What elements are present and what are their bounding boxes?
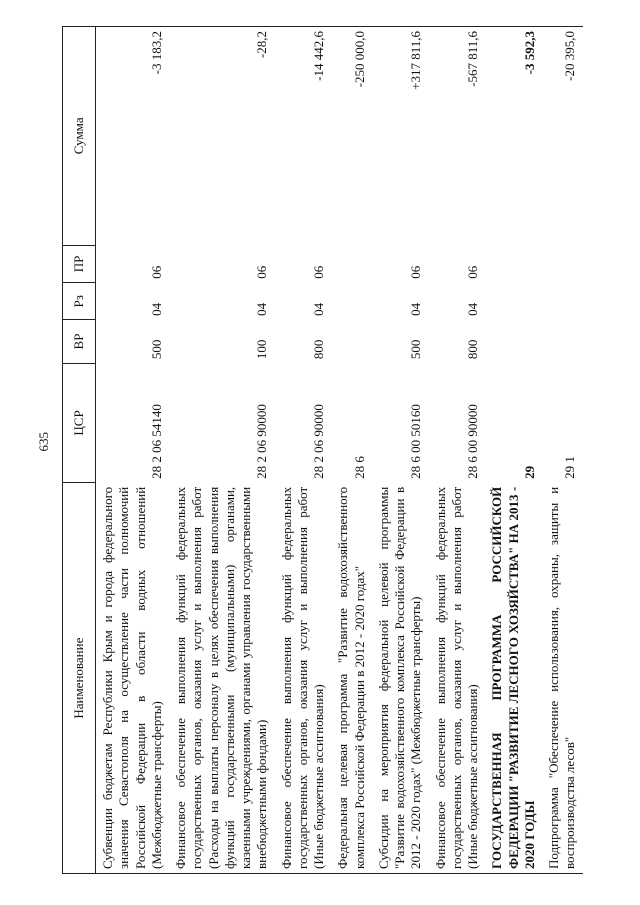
page-number: 635 [36,432,51,452]
cell-csr: 28 6 [351,456,367,479]
table-body [96,27,583,874]
cell-csr: 28 2 06 90000 [311,404,326,479]
cell-rz: 04 [311,302,326,316]
cell-name: Финансовое обеспечение выполнения функций федеральных государственных органов, оказания услуг и выполнения работ (Иные бюджетные ассигнования) [275,483,332,874]
header-rz: Рз [63,283,96,320]
cell-csr: 28 2 06 54140 [148,404,164,479]
cell-name: Финансовое обеспечение выполнения функций федеральных государственных органов, оказания услуг и выполнения работ (Иные бюджетные ассигнования) [429,483,486,874]
table-row [331,27,372,874]
header-vr: ВР [63,320,96,363]
cell-rz [542,283,583,320]
cell-vr [542,320,583,363]
table-header-row [63,27,96,874]
cell-vr [485,320,542,363]
cell-vr: 500 [408,339,424,360]
header-sum: Сумма [63,27,96,246]
table-row [169,27,275,874]
cell-sum: -28,2 [169,27,275,246]
cell-rz [485,283,542,320]
cell-name: Финансовое обеспечение выполнения функций федеральных государственных органов, оказания услуг и выполнения работ (Расходы на выплаты персоналу в целях обеспечения выполнения функций государственными (муниципальными) органами, казенными учреждениями, органами управления государственными внебюджетными фондами) [169,483,275,874]
cell-pr: 06 [465,265,480,279]
header-csr: ЦСР [63,363,96,483]
cell-name: Федеральная целевая программа "Развитие водохозяйственного комплекса Российской Федерации в 2012 - 2020 годах" [331,483,372,874]
cell-vr: 100 [254,339,270,360]
table-row [96,27,170,874]
cell-sum: -20 395,0 [542,27,583,246]
cell-rz: 04 [465,302,480,316]
cell-name: Субвенции бюджетам Республики Крым и города федерального значения Севастополя на осуществление части полномочий Российской Федерации в области водных отношений (Межбюджетные трансферты) [96,483,170,874]
cell-rz: 04 [254,302,270,316]
cell-name: Субсидии на мероприятия федеральной целевой программы "Развитие водохозяйственного комплекса Российской Федерации в 2012 - 2020 годах" (Межбюджетные трансферты) [372,483,429,874]
cell-csr: 29 [521,465,537,479]
cell-vr: 800 [311,339,326,360]
cell-pr: 06 [254,265,270,279]
table-row [485,27,542,874]
table-row [372,27,429,874]
table-row [429,27,486,874]
cell-name: Подпрограмма "Обеспечение использования, охраны, защиты и воспроизводства лесов" [542,483,583,874]
cell-csr: 28 6 00 50160 [408,404,424,479]
cell-csr: 28 6 00 90000 [465,404,480,479]
cell-sum: -14 442,6 [275,27,332,246]
cell-sum: +317 811,6 [372,27,429,246]
cell-sum: -250 000,0 [331,27,372,246]
cell-rz: 04 [408,302,424,316]
cell-pr: 06 [408,265,424,279]
cell-pr [331,245,372,283]
header-name: Наименование [63,483,96,874]
cell-name: ГОСУДАРСТВЕННАЯ ПРОГРАММА РОССИЙСКОЙ ФЕДЕРАЦИИ "РАЗВИТИЕ ЛЕСНОГО ХОЗЯЙСТВА" НА 2013 - 2020 ГОДЫ [485,483,542,874]
cell-vr: 800 [465,339,480,360]
header-pr: ПР [63,245,96,283]
cell-rz: 04 [148,302,164,316]
cell-vr [331,320,372,363]
cell-sum: -567 811,6 [429,27,486,246]
cell-vr: 500 [148,339,164,360]
table-row [275,27,332,874]
cell-pr [542,245,583,283]
cell-csr: 29 1 [562,456,578,479]
cell-rz [331,283,372,320]
table-row [542,27,583,874]
budget-table [62,26,583,874]
cell-sum: -3 183,2 [96,27,170,246]
cell-sum: -3 592,3 [485,27,542,246]
cell-pr: 06 [148,265,164,279]
cell-csr: 28 2 06 90000 [254,404,270,479]
cell-pr: 06 [311,265,326,279]
cell-pr [485,245,542,283]
